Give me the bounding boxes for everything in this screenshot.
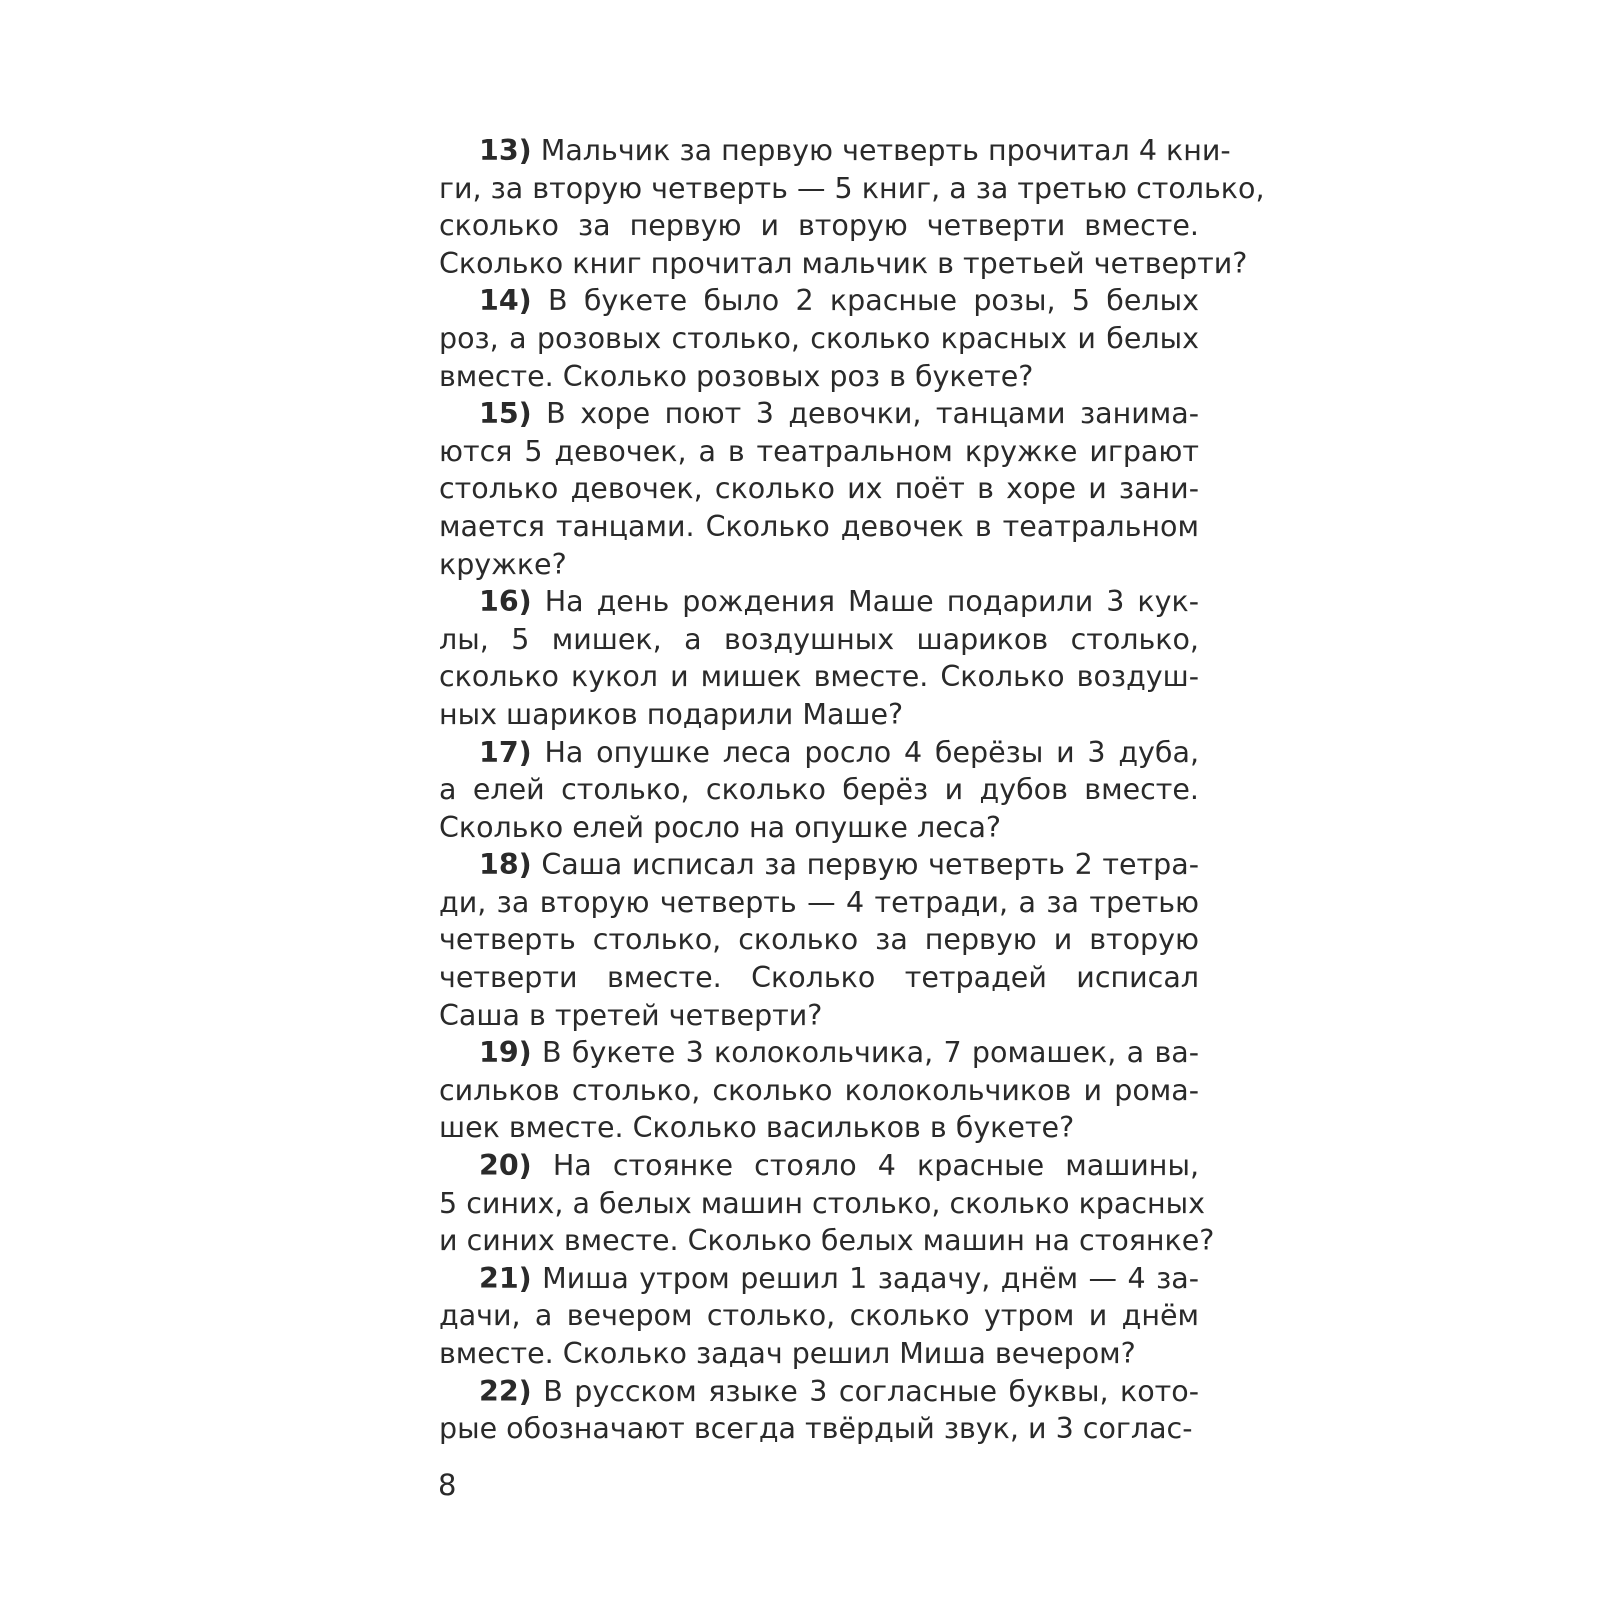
text-line: вместе. Сколько розовых роз в букете? — [439, 359, 1034, 393]
problem-number: 13) — [479, 134, 532, 167]
problem-21 — [439, 1260, 1199, 1373]
text-line: ются 5 девочек, а в театральном кружке играют — [439, 434, 1199, 468]
problem-number: 22) — [479, 1374, 532, 1408]
problem-number: 15) — [479, 397, 532, 431]
text-line: 22) В русском языке 3 согласные буквы, кото- — [479, 1374, 1200, 1408]
text-line: рые обозначают всегда твёрдый звук, и 3 соглас- — [439, 1412, 1193, 1446]
page-number: 8 — [438, 1468, 457, 1502]
problem-13 — [439, 132, 1265, 282]
text-line: дачи, а вечером столько, сколько утром и днём — [439, 1299, 1199, 1333]
problem-19 — [439, 1034, 1199, 1147]
problem-17 — [439, 734, 1199, 847]
text-line: шек вместе. Сколько васильков в букете? — [439, 1111, 1075, 1145]
text-line: 20) На стоянке стояло 4 красные машины, — [479, 1149, 1200, 1183]
text-line: мается танцами. Сколько девочек в театральном — [439, 509, 1199, 543]
text-line: Сколько книг прочитал мальчик в третьей четверти? — [439, 246, 1248, 280]
problem-number: 18) — [479, 848, 532, 882]
text-line: четверти вместе. Сколько тетрадей исписал — [439, 961, 1199, 995]
text-line: ги, за вторую четверть — 5 книг, а за третью столько, — [439, 171, 1265, 205]
problem-22 — [439, 1373, 1199, 1448]
problem-number: 17) — [479, 735, 532, 769]
text-line: ди, за вторую четверть — 4 тетради, а за третью — [439, 885, 1199, 919]
text-line: сильков столько, сколько колокольчиков и рома- — [439, 1073, 1199, 1107]
text-line: ных шариков подарили Маше? — [439, 697, 904, 731]
problem-number: 14) — [479, 284, 532, 318]
problem-18 — [439, 846, 1199, 1034]
problem-14 — [439, 282, 1199, 395]
text-line: кружке? — [439, 547, 567, 581]
text-line: 18) Саша исписал за первую четверть 2 тетра- — [479, 848, 1199, 882]
text-line: 14) В букете было 2 красные розы, 5 белых — [479, 284, 1200, 318]
text-line: 16) На день рождения Маше подарили 3 кук- — [479, 585, 1200, 619]
text-line: сколько кукол и мишек вместе. Сколько воздуш- — [439, 660, 1199, 694]
problems-text-block — [439, 132, 1265, 1448]
problem-15 — [439, 395, 1199, 583]
problem-16 — [439, 583, 1199, 733]
text-line: 5 синих, а белых машин столько, сколько красных — [439, 1186, 1206, 1220]
text-line: а елей столько, сколько берёз и дубов вместе. — [439, 773, 1199, 807]
text-line: 19) В букете 3 колокольчика, 7 ромашек, а ва- — [479, 1036, 1199, 1070]
text-line: 17) На опушке леса росло 4 берёзы и 3 дуба, — [479, 735, 1200, 769]
text-line: 15) В хоре поют 3 девочки, танцами занима- — [479, 397, 1199, 431]
text-line: лы, 5 мишек, а воздушных шариков столько, — [439, 622, 1199, 656]
text-line: и синих вместе. Сколько белых машин на стоянке? — [439, 1224, 1215, 1258]
text-line: Сколько елей росло на опушке леса? — [439, 810, 1002, 844]
text-line: 21) Миша утром решил 1 задачу, днём — 4 за- — [479, 1261, 1199, 1295]
text-line: сколько за первую и вторую четверти вместе. — [439, 209, 1199, 243]
text-line: 13) Мальчик за первую четверть прочитал 4 кни- — [479, 134, 1231, 167]
text-line: столько девочек, сколько их поёт в хоре и зани- — [439, 472, 1199, 506]
problem-number: 20) — [479, 1149, 532, 1183]
text-line: роз, а розовых столько, сколько красных и белых — [439, 321, 1199, 355]
problem-20 — [439, 1147, 1215, 1260]
text-line: четверть столько, сколько за первую и вторую — [439, 923, 1199, 957]
problem-number: 16) — [479, 585, 532, 619]
text-line: Саша в третей четверти? — [439, 998, 823, 1032]
problem-number: 19) — [479, 1036, 532, 1070]
text-line: вместе. Сколько задач решил Миша вечером? — [439, 1337, 1136, 1370]
problem-number: 21) — [479, 1261, 532, 1295]
